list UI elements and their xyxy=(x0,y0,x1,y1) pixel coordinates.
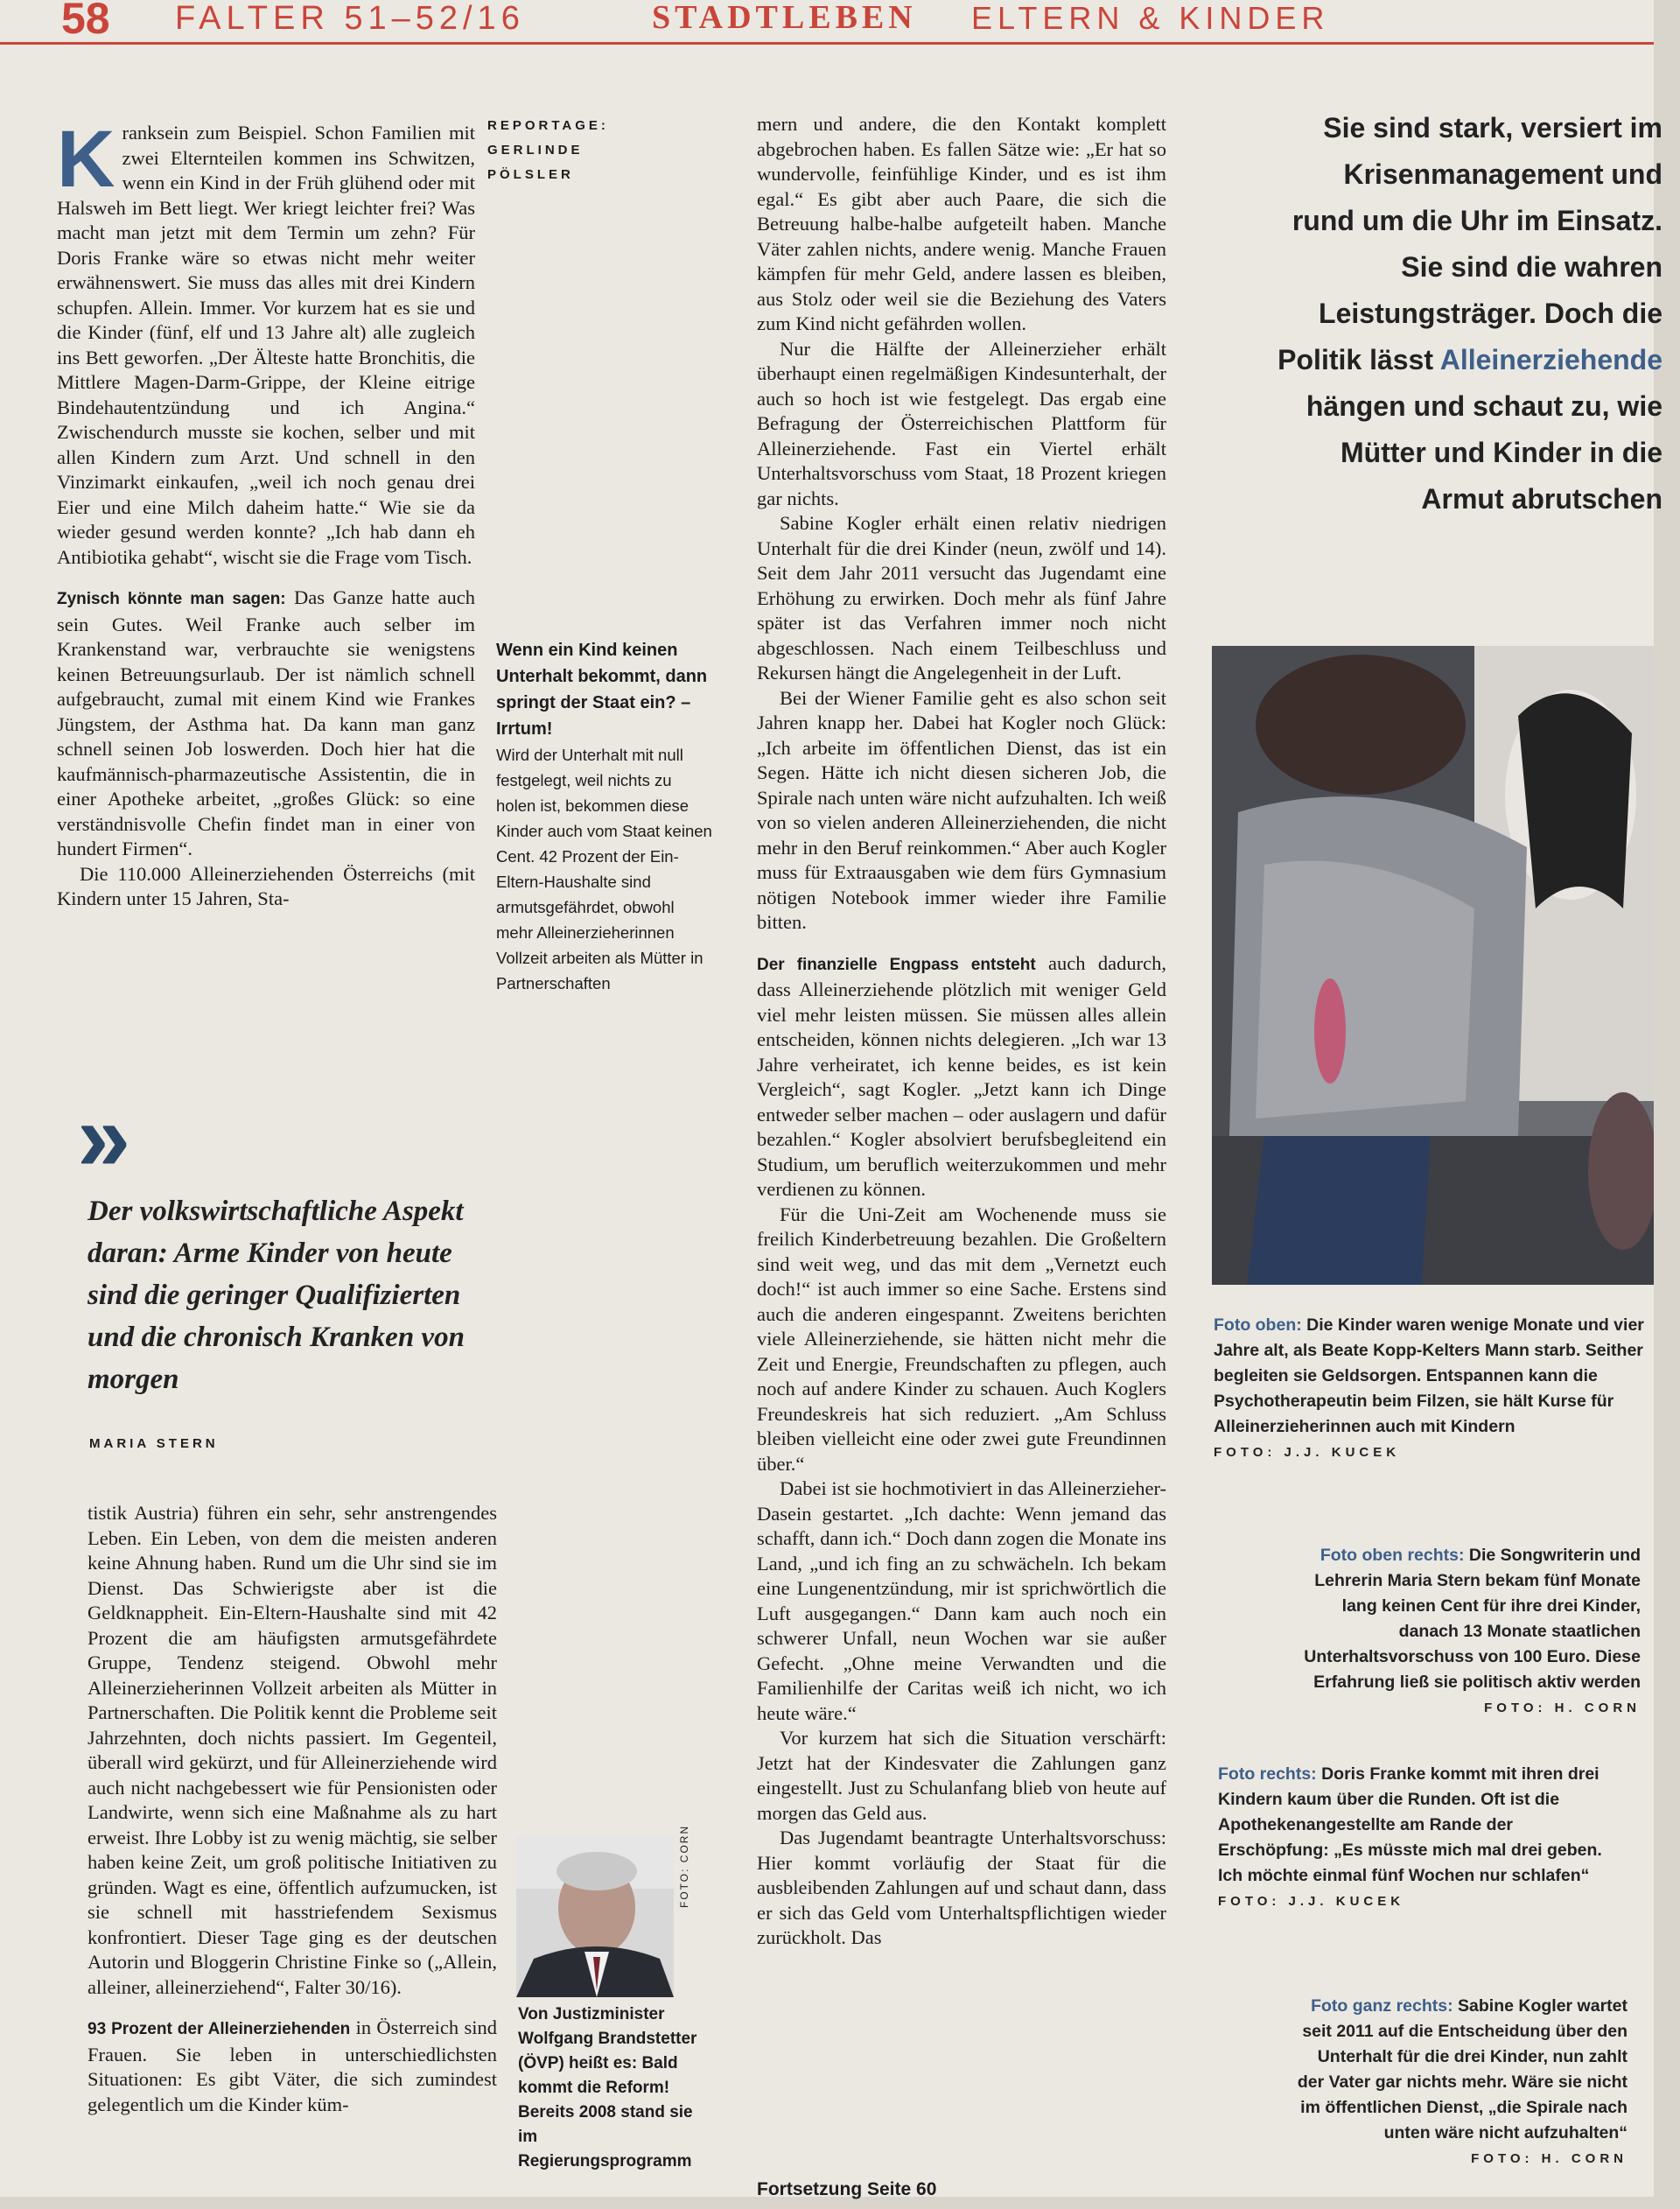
portrait-credit: FOTO: CORN xyxy=(678,1824,690,1908)
page-header xyxy=(0,0,1654,45)
teaser-headline: Sie sind stark, versiert im Krisenmanagement und rund um die Uhr im Einsatz. Sie sind die wahren Leistungsträger. Doch die Politik lässt Alleinerziehende hängen und schaut zu, wie Mütter und Kinder in die Armut abrutschen xyxy=(1278,112,1662,515)
article-paragraph: Dabei ist sie hochmotiviert in das Alleinerzieher-Dasein gestartet. „Ich dachte: Wenn jemand das schafft, dann ich.“ Doch dann zogen die Monate ins Land, „und ich fing an zu schwächeln. Ich bekam eine Lungenentzündung, mir ist sprichwörtlich die Luft ausgegangen.“ Dann kam auch noch ein schwerer Unfall, neun Wochen war sie außer Gefecht. „Ohne meine Verwandten und die Familienhilfe der Caritas weiß ich nicht, wo ich heute wäre.“ xyxy=(757,1477,1166,1724)
article-paragraph: Bei der Wiener Familie geht es also schon seit Jahren knapp her. Dabei hat Kogler noch Glück: „Ich arbeite im öffentlichen Dienst, das ist ein Segen. Hätte ich nicht diesen sicheren Job, die Spirale nach unten wäre nicht aufzuhalten. Ich weiß von so vielen anderen Alleinerziehenden, die nicht mehr in den Beruf reinkommen.“ Aber auch Kogler muss für Extraausgaben wie dem fürs Gymnasium nötigen Notebook immer wieder ihre Familie bitten. xyxy=(757,686,1166,933)
headline-accent: Alleinerziehende xyxy=(1439,344,1662,375)
paragraph-lead: Zynisch könnte man sagen: xyxy=(57,590,286,608)
article-paragraph: Die 110.000 Alleinerziehenden Österreichs (mit Kindern unter 15 Jahren, Sta- xyxy=(57,862,475,909)
article-paragraph: Nur die Hälfte der Alleinerzieher erhält überhaupt einen regelmäßigen Kindesunterhalt, der auch so hoch ist wie festgelegt. Das ergab eine Befragung der Österreichischen Plattform für Alleinerziehende. Fast ein Viertel erhält Unterhaltsvorschuss vom Staat, 18 Prozent kriegen gar nichts. xyxy=(757,337,1166,509)
paragraph-lead: 93 Prozent der Alleinerziehenden xyxy=(88,2020,351,2038)
article-column-2 xyxy=(757,112,1166,1951)
caption-label: Foto oben rechts: xyxy=(1320,1546,1465,1565)
portrait-caption-box xyxy=(518,2002,702,2174)
caption-label: Foto oben: xyxy=(1214,1315,1302,1335)
article-paragraph: ranksein zum Beispiel. Schon Familien mit zwei Elternteilen kommen ins Schwitzen, wenn ein Kind in der Früh glühend oder mit Halsweh im Bett liegt. Wer kriegt leichter frei? Was macht man jetzt mit dem Termin um zehn? Für Doris Franke wäre so etwas nicht mehr weiter erwähnenswert. Sie muss das alles mit drei Kindern schupfen. Allein. Immer. Vor kurzem hat es sie und die Kinder (fünf, elf und 13 Jahre alt) alle zugleich ins Bett geworfen. „Der Älteste hatte Bronchitis, die Mittlere Magen-Darm-Grippe, der Kleine eitrige Bindehautentzündung und ich Angina.“ Zwischendurch musste sie kochen, selber und mit allen Kindern zum Arzt. Und schnell in den Vinzimarkt einkaufen, „weil ich noch genau drei Eier und eine Milch daheim hatte.“ Wie sie da wieder gesund werden konnte? „Ich hab dann eh Antibiotika gehabt“, wischt sie die Frage vom Tisch. xyxy=(57,122,475,568)
page-number: 58 xyxy=(61,0,110,43)
article-paragraph: Für die Uni-Zeit am Wochenende muss sie freilich Kinderbetreuung bezahlen. Die Großeltern sind weit weg, und das mit dem „Vernetzt euch doch!“ ist auch immer so eine Sache. Erstens sind auch die anderen eingespannt. Zweitens berichten viele Alleinerziehende, sie hätten nicht mehr die Zeit und Energie, Freundschaften zu pflegen, auch noch auf andere Kinder zu schauen. Auch Koglers Freundeskreis hat sich reduziert. „Am Schluss bleiben vielleicht eine oder zwei gute Freundinnen über.“ xyxy=(757,1203,1166,1475)
article-paragraph: Der finanzielle Engpass entsteht auch dadurch, dass Alleinerziehende plötzlich mit weniger Geld viel mehr leisten müssen. Sie müssen alles allein entscheiden, können nichts delegieren. „Ich war 13 Jahre verheiratet, ich kenne beides, es ist kein Vergleich“, sagt Kogler. „Jetzt kann ich Dinge entweder selber machen – oder auslagern und dafür bezahlen.“ Kogler absolviert berufsbegleitend ein Studium, um beruflich weiterzukommen und mehr verdienen zu können. xyxy=(757,951,1166,1200)
byline: REPORTAGE: GERLINDE PÖLSLER xyxy=(487,118,609,182)
paragraph-lead: Der finanzielle Engpass entsteht xyxy=(757,955,1036,974)
quote-mark-icon: » xyxy=(77,1083,131,1191)
continuation-note: Fortsetzung Seite 60 xyxy=(757,2179,937,2199)
portrait-photo xyxy=(516,1836,674,1997)
pull-quote-author: MARIA STERN xyxy=(89,1436,219,1451)
subsection-title: ELTERN & KINDER xyxy=(971,0,1330,36)
photo-caption-4: Foto ganz rechts: Sabine Kogler wartet seit 2011 auf die Entscheidung über den Unterhalt für die drei Kinder, nun zahlt der Vater gar nichts mehr. Wäre sie nicht im öffentlichen Dienst, „die Spirale nach unten wäre nicht aufzuhalten“ FOTO: H. CORN xyxy=(1286,1994,1628,2171)
photo-credit: FOTO: J.J. KUCEK xyxy=(1214,1445,1401,1460)
portrait-caption: Von Justizminister Wolfgang Brandstetter (ÖVP) heißt es: Bald kommt die Reform! Bereits 2008 stand sie im Regierungsprogramm xyxy=(518,2005,697,2170)
article-paragraph: Das Jugendamt beantragte Unterhaltsvorschuss: Hier kommt vorläufig der Staat für die ausbleibenden Zahlungen auf und schaut dann, dass er sich das Geld vom Unterhaltspflichtigen wieder zurückholt. Das xyxy=(757,1827,1166,1948)
fact-box xyxy=(496,637,713,996)
drop-cap: K xyxy=(57,115,116,204)
article-paragraph: 93 Prozent der Alleinerziehenden in Österreich sind Frauen. Sie leben in unterschiedlichsten Situationen: Es gibt Väter, die sich zumindest gelegentlich um die Kinder küm- xyxy=(88,2016,497,2115)
photo-illustration xyxy=(1212,646,1654,1285)
pull-quote: Der volkswirtschaftliche Aspekt daran: Arme Kinder von heute sind die geringer Qualifizierten und die chronisch Kranken von morgen xyxy=(88,1196,465,1395)
article-paragraph: Zynisch könnte man sagen: Das Ganze hatte auch sein Gutes. Weil Franke auch selber im Krankenstand war, verbrauchte sie wenigstens keinen Betreuungsurlaub. Der ist nämlich schnell aufgebraucht, zumal mit einem Kind wie Frankes Jüngstem, der Asthma hat. Da kann man ganz schnell seinen Job loswerden. Doch hier hat die kaufmännisch-pharmazeutische Assistentin, die in einer Apotheke arbeitet, „großes Glück: so eine verständnisvolle Chefin findet man in einer von hundert Firmen“. xyxy=(57,586,475,859)
photo-credit: FOTO: H. CORN xyxy=(1471,2151,1628,2166)
caption-label: Foto ganz rechts: xyxy=(1311,1996,1453,2016)
photo-caption-2: Foto oben rechts: Die Songwriterin und Lehrerin Maria Stern bekam fünf Monate lang keinen Cent für ihre drei Kinder, danach 13 Monate staatlichen Unterhaltsvorschuss von 100 Euro. Diese Erfahrung ließ sie politisch aktiv werden FOTO: H. CORN xyxy=(1286,1543,1641,1721)
article-paragraph: Vor kurzem hat sich die Situation verschärft: Jetzt hat der Kindesvater die Zahlungen ganz eingestellt. Just zu Schulanfang blieb von heute auf morgen das Geld aus. xyxy=(757,1727,1166,1824)
publication-issue: FALTER 51–52/16 xyxy=(175,0,525,37)
fact-box-answer: Wird der Unterhalt mit null festgelegt, weil nichts zu holen ist, bekommen diese Kinder auch vom Staat keinen Cent. 42 Prozent der Ein-Eltern-Haushalte sind armutsgefährdet, obwohl mehr Alleinerzieherinnen Vollzeit arbeiten als Mütter in Partnerschaften xyxy=(496,746,712,992)
article-column-1-top xyxy=(57,115,475,912)
photo-caption-1: Foto oben: Die Kinder waren wenige Monate und vier Jahre alt, als Beate Kopp-Kelters Mann starb. Seither begleiten sie Geldsorgen. Entspannen kann die Psychotherapeutin beim Filzen, sie hält Kurse für Alleinerzieherinnen auch mit Kindern FOTO: J.J. KUCEK xyxy=(1214,1313,1651,1465)
article-column-1-bottom xyxy=(88,1501,497,2117)
article-paragraph: Sabine Kogler erhält einen relativ niedrigen Unterhalt für die drei Kinder (neun, zwölf und 14). Seit dem Jahr 2011 versucht das Jugendamt eine Erhöhung zu erwirken. Doch mehr als fünf Jahre später ist das Verfahren immer noch nicht abgeschlossen. Nach einem Teilbeschluss und Rekursen hängt die Angelegenheit in der Luft. xyxy=(757,512,1166,684)
main-photo xyxy=(1212,646,1654,1285)
article-paragraph: tistik Austria) führen ein sehr, sehr anstrengendes Leben. Ein Leben, von dem die meisten anderen keine Ahnung haben. Rund um die Uhr sind sie im Dienst. Das Schwierigste aber ist die Geldknappheit. Ein-Eltern-Haushalte sind mit 42 Prozent die am häufigsten armutsgefährdete Gruppe, Tendenz steigend. Obwohl mehr Alleinerzieherinnen Vollzeit arbeiten als Mütter in Partnerschaften. Die Politik kennt die Probleme seit Jahrzehnten, doch nichts passiert. Im Gegenteil, überall wird gekürzt, und für Alleinerziehende wird auch nicht nachgebessert wie für Pensionisten oder Landwirte, wenn sich eine Maßnahme als zu hart erweist. Ihre Lobby ist zu wenig mächtig, sie selber haben keine Zeit, um groß politische Initiativen zu gründen. Wagt es eine, öffentlich aufzumucken, ist sie schnell mit hasstriefendem Sexismus konfrontiert. Dieser Tage ging es der deutschen Autorin und Bloggerin Christine Finke so („Allein, alleiner, alleinerziehend“, Falter 30/16). xyxy=(88,1502,497,1998)
section-title: STADTLEBEN xyxy=(652,0,917,36)
photo-caption-3: Foto rechts: Doris Franke kommt mit ihren drei Kindern kaum über die Runden. Oft ist die Apothekenangestellte am Rande der Erschöpfung: „Es müsste mich mal drei geben. Ich möchte einmal fünf Wochen nur schlafen“ FOTO: J.J. KUCEK xyxy=(1218,1762,1620,1914)
minister-portrait-image xyxy=(516,1836,674,1997)
photo-credit: FOTO: J.J. KUCEK xyxy=(1218,1894,1405,1909)
caption-label: Foto rechts: xyxy=(1218,1764,1317,1784)
photo-credit: FOTO: H. CORN xyxy=(1484,1701,1641,1715)
fact-box-question: Wenn ein Kind keinen Unterhalt bekommt, dann springt der Staat ein? – Irrtum! xyxy=(496,641,708,739)
article-paragraph: mern und andere, die den Kontakt komplett abgebrochen haben. Es fallen Sätze wie: „Er hat so wundervolle, feinfühlige Kinder, und es ist ihm egal.“ Es gibt aber auch Paare, die sich die Betreuung halbe-halbe aufgeteilt haben. Manche Väter zahlen nichts, andere wenig. Manche Frauen kämpfen für mehr Geld, andere lassen es bleiben, aus Stolz oder weil sie die Beziehung des Vaters zum Kind nicht gefährden wollen. xyxy=(757,113,1166,334)
